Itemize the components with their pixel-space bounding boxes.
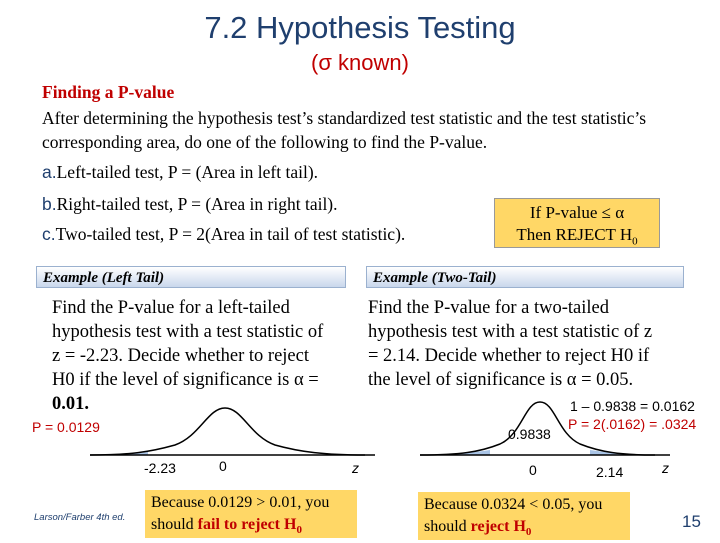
list-item-text: Right-tailed test, P = (Area in right tail). xyxy=(56,194,338,214)
decision-line-1: If P-value ≤ α xyxy=(529,203,625,222)
text-line: hypothesis test with a test statistic of z xyxy=(368,322,653,342)
text-line: z = -2.23. Decide whether to reject xyxy=(52,346,309,366)
left-conclusion: Because 0.0129 > 0.01, you should fail to reject $H_0$ xyxy=(145,490,357,538)
text-line: the level of significance is α = 0.05. xyxy=(368,370,634,390)
right-axis-z: z xyxy=(662,460,669,476)
left-axis-zero: 0 xyxy=(219,458,227,474)
list-item xyxy=(42,160,702,184)
list-marker: c. xyxy=(42,224,56,244)
right-example-header: Example (Two-Tail) xyxy=(366,266,684,288)
right-axis-test-stat: 2.14 xyxy=(596,464,624,480)
list-item-text: Left-tailed test, P = (Area in left tail). xyxy=(56,162,319,182)
left-normal-curve xyxy=(90,400,380,460)
decision-rule-box xyxy=(494,198,660,248)
list-marker: b. xyxy=(42,194,57,214)
right-axis-zero: 0 xyxy=(529,462,537,478)
decision-line-2: Then REJECT $H_0$ xyxy=(516,225,638,248)
intro-paragraph: After determining the hypothesis test’s standardized test statistic and the test statistic’s corresponding area, do one of the following to find the P-value. xyxy=(42,108,647,152)
slide-subtitle: (σ known) xyxy=(311,50,409,75)
text-line: = 2.14. Decide whether to reject H0 if xyxy=(368,346,650,366)
left-example-header: Example (Left Tail) xyxy=(36,266,346,288)
slide-title: 7.2 Hypothesis Testing xyxy=(204,10,516,45)
right-calc-1: 1 – 0.9838 = 0.0162 xyxy=(570,398,695,414)
text-line: H0 if the level of significance is α = xyxy=(52,370,319,390)
left-example-text xyxy=(52,296,362,416)
curve-line xyxy=(90,408,365,455)
text-line: hypothesis test with a test statistic of xyxy=(52,322,324,342)
right-example-text xyxy=(368,296,708,392)
page-number: 15 xyxy=(682,512,701,531)
list-marker: a. xyxy=(42,162,57,182)
text-line: Find the P-value for a two-tailed xyxy=(368,298,609,318)
right-calc-2: P = 2(.0162) = .0324 xyxy=(568,416,697,432)
left-axis-test-stat: -2.23 xyxy=(144,460,176,476)
section-heading: Finding a P-value xyxy=(42,82,175,102)
right-conclusion: Because 0.0324 < 0.05, you should reject $H_0$ xyxy=(418,492,630,540)
right-area-label: 0.9838 xyxy=(508,426,551,442)
text-line: 0.01. xyxy=(52,394,89,414)
text-line: Find the P-value for a left-tailed xyxy=(52,298,290,318)
footer-credit: Larson/Farber 4th ed. xyxy=(34,512,126,523)
left-axis-z: z xyxy=(352,460,359,476)
left-p-label: P = 0.0129 xyxy=(32,419,100,435)
list-item-text: Two-tailed test, P = 2(Area in tail of test statistic). xyxy=(55,224,406,244)
